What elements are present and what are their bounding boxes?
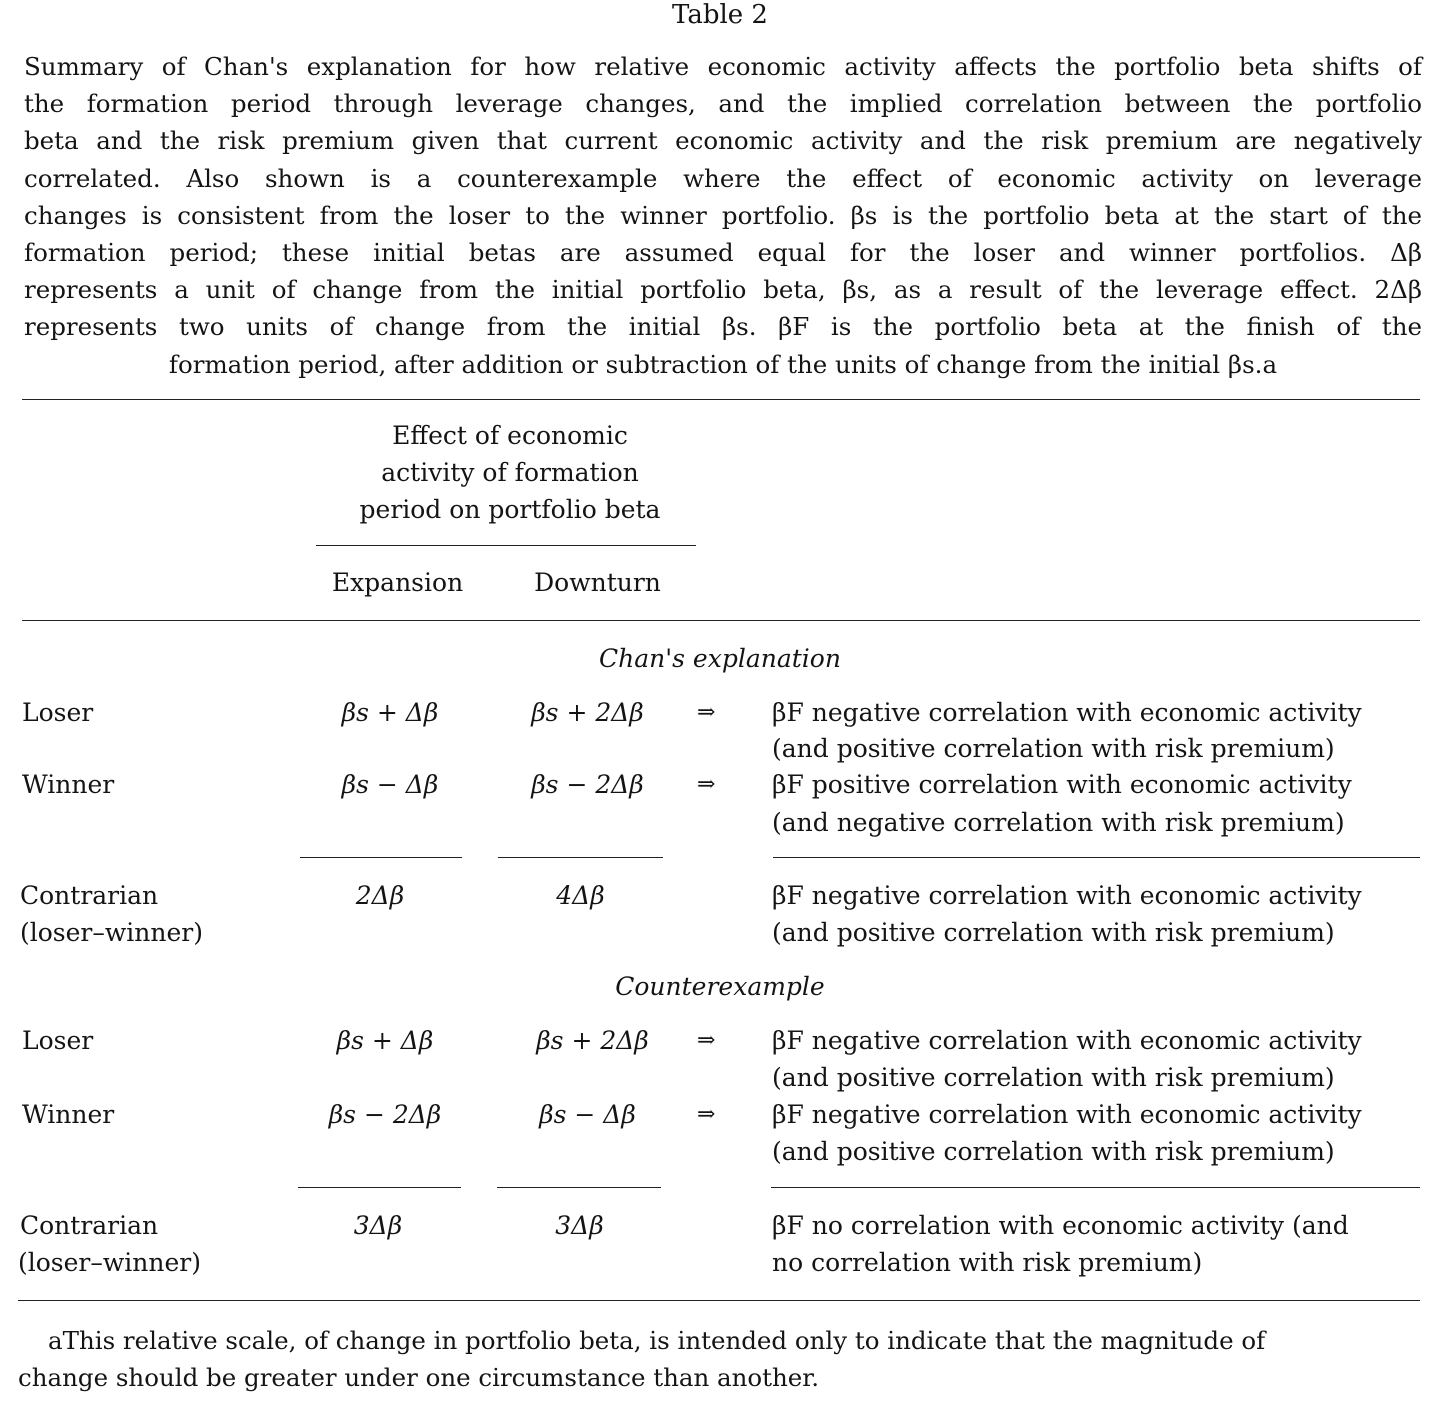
result-line: βF positive correlation with economic activity xyxy=(772,770,1352,799)
row-label-contrarian: Contrarian xyxy=(20,881,159,910)
cell-expansion: 2Δβ xyxy=(355,881,405,910)
result-line: (and positive correlation with risk premium) xyxy=(772,1137,1335,1166)
result-line: (and positive correlation with risk premium) xyxy=(772,1063,1335,1092)
sum-rule xyxy=(498,857,663,858)
row-label-winner: Winner xyxy=(22,770,115,799)
bottom-rule xyxy=(18,1300,1420,1301)
result-line: βF negative correlation with economic activity xyxy=(772,698,1362,727)
group-header-line: activity of formation xyxy=(381,458,639,487)
result-line: βF no correlation with economic activity (and xyxy=(772,1211,1349,1240)
sum-rule xyxy=(497,1187,661,1188)
table-caption xyxy=(24,48,1422,383)
cell-downturn: βs + 2Δβ xyxy=(536,1026,649,1055)
group-header-line: Effect of economic xyxy=(392,421,628,450)
cell-downturn: βs − 2Δβ xyxy=(531,770,644,799)
footnote-line: change should be greater under one circumstance than another. xyxy=(18,1363,820,1392)
cell-expansion: βs − Δβ xyxy=(341,770,439,799)
cell-expansion: βs + Δβ xyxy=(336,1026,434,1055)
cell-downturn: βs + 2Δβ xyxy=(531,698,644,727)
row-label-loser: Loser xyxy=(22,698,94,727)
row-label-contrarian-sub: (loser–winner) xyxy=(20,918,203,947)
row-label-winner: Winner xyxy=(22,1100,115,1129)
caption-line: represents a unit of change from the initial portfolio beta, βs, as a result of the leverage effect. 2Δβ xyxy=(24,275,1422,305)
column-header-expansion: Expansion xyxy=(331,568,464,597)
cell-expansion: βs + Δβ xyxy=(341,698,439,727)
footnote xyxy=(18,1322,1428,1396)
column-header-downturn: Downturn xyxy=(534,568,661,597)
footnote-line: aThis relative scale, of change in portfolio beta, is intended only to indicate that the magnitude of xyxy=(48,1326,1266,1355)
row-label-contrarian-sub: (loser–winner) xyxy=(18,1248,201,1277)
result-line: βF negative correlation with economic activity xyxy=(772,1100,1362,1129)
caption-line: changes is consistent from the loser to the winner portfolio. βs is the portfolio beta at the start of the xyxy=(24,200,1422,230)
implies-arrow: ⇒ xyxy=(697,1102,716,1127)
sum-rule xyxy=(298,1187,461,1188)
caption-line: formation period, after addition or subtraction of the units of change from the initial βs.a xyxy=(168,349,1278,379)
group-header-rule xyxy=(316,545,696,546)
cell-downturn: 4Δβ xyxy=(556,881,605,910)
cell-expansion: βs − 2Δβ xyxy=(328,1100,442,1129)
cell-downturn: βs − Δβ xyxy=(539,1100,636,1129)
result-line: (and positive correlation with risk premium) xyxy=(772,918,1335,947)
group-header-line: period on portfolio beta xyxy=(359,495,661,524)
result-line: βF negative correlation with economic activity xyxy=(772,881,1362,910)
caption-line: represents two units of change from the initial βs. βF is the portfolio beta at the finish of the xyxy=(24,312,1422,342)
implies-arrow: ⇒ xyxy=(697,1028,716,1053)
caption-line: correlated. Also shown is a counterexample where the effect of economic activity on leverage xyxy=(24,163,1422,193)
caption-line: beta and the risk premium given that current economic activity and the risk premium are negatively xyxy=(24,126,1422,156)
row-label-contrarian: Contrarian xyxy=(20,1211,159,1240)
result-line: βF negative correlation with economic activity xyxy=(772,1026,1362,1055)
implies-arrow: ⇒ xyxy=(697,700,716,725)
section-title-chan: Chan's explanation xyxy=(599,644,841,673)
result-line: no correlation with risk premium) xyxy=(772,1248,1203,1277)
top-rule xyxy=(22,399,1420,400)
row-label-loser: Loser xyxy=(22,1026,94,1055)
table-title: Table 2 xyxy=(672,0,768,30)
implies-arrow: ⇒ xyxy=(697,772,716,797)
caption-line: the formation period through leverage changes, and the implied correlation between the portfolio xyxy=(24,89,1422,119)
sum-rule xyxy=(771,1187,1420,1188)
cell-downturn: 3Δβ xyxy=(555,1211,604,1240)
header-rule xyxy=(22,620,1420,621)
sum-rule xyxy=(300,857,462,858)
cell-expansion: 3Δβ xyxy=(353,1211,403,1240)
caption-line: formation period; these initial betas are assumed equal for the loser and winner portfolios. Δβ xyxy=(24,238,1422,268)
section-title-counterexample: Counterexample xyxy=(615,972,825,1001)
result-line: (and negative correlation with risk premium) xyxy=(772,808,1345,837)
result-line: (and positive correlation with risk premium) xyxy=(772,734,1335,763)
sum-rule xyxy=(773,857,1420,858)
caption-line: Summary of Chan's explanation for how relative economic activity affects the portfolio beta shifts of xyxy=(24,52,1422,81)
